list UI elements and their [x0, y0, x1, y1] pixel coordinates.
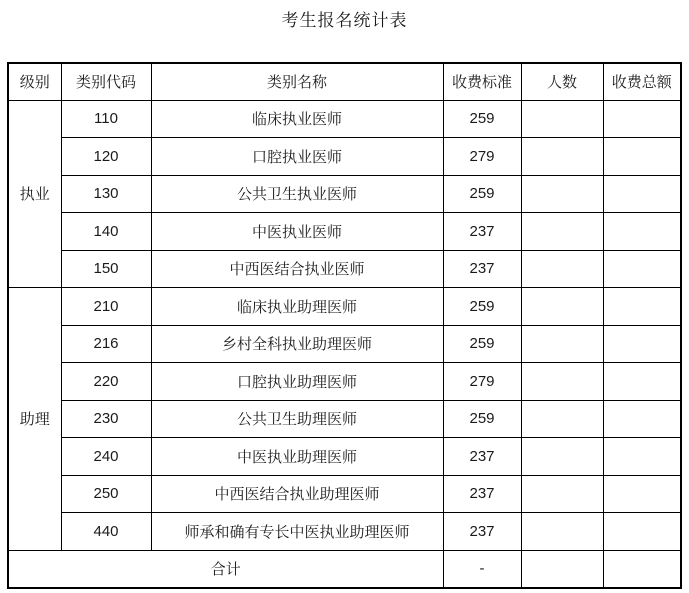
- count-cell: [521, 175, 603, 213]
- header-fee-standard: 收费标准: [443, 63, 521, 100]
- table-row: [8, 325, 681, 363]
- count-cell: [521, 400, 603, 438]
- name-cell: 公共卫生助理医师: [151, 400, 443, 438]
- table-row: [8, 400, 681, 438]
- name-cell: 临床执业助理医师: [151, 288, 443, 326]
- name-cell: 口腔执业医师: [151, 138, 443, 176]
- total-cell: [603, 325, 681, 363]
- table-row: [8, 213, 681, 251]
- total-sum-cell: [603, 550, 681, 588]
- code-cell: 110: [61, 100, 151, 138]
- total-label-cell: 合计: [8, 550, 443, 588]
- count-cell: [521, 288, 603, 326]
- code-cell: 120: [61, 138, 151, 176]
- name-cell: 中医执业助理医师: [151, 438, 443, 476]
- name-cell: 公共卫生执业医师: [151, 175, 443, 213]
- total-cell: [603, 138, 681, 176]
- total-cell: [603, 213, 681, 251]
- fee-cell: 259: [443, 175, 521, 213]
- fee-cell: 259: [443, 400, 521, 438]
- name-cell: 中医执业医师: [151, 213, 443, 251]
- table-row: [8, 363, 681, 401]
- code-cell: 216: [61, 325, 151, 363]
- count-cell: [521, 438, 603, 476]
- header-level: 级别: [8, 63, 61, 100]
- fee-cell: 259: [443, 325, 521, 363]
- name-cell: 师承和确有专长中医执业助理医师: [151, 513, 443, 551]
- total-cell: [603, 175, 681, 213]
- fee-cell: 279: [443, 138, 521, 176]
- code-cell: 250: [61, 475, 151, 513]
- count-cell: [521, 325, 603, 363]
- fee-cell: 259: [443, 100, 521, 138]
- code-cell: 130: [61, 175, 151, 213]
- total-cell: [603, 100, 681, 138]
- count-cell: [521, 475, 603, 513]
- table-row: [8, 100, 681, 138]
- count-cell: [521, 213, 603, 251]
- table-header-row: [8, 63, 681, 100]
- table-row: [8, 288, 681, 326]
- header-fee-total: 收费总额: [603, 63, 681, 100]
- count-cell: [521, 250, 603, 288]
- table-total-row: [8, 550, 681, 588]
- code-cell: 140: [61, 213, 151, 251]
- total-count-cell: [521, 550, 603, 588]
- total-cell: [603, 475, 681, 513]
- total-cell: [603, 250, 681, 288]
- fee-cell: 237: [443, 213, 521, 251]
- name-cell: 乡村全科执业助理医师: [151, 325, 443, 363]
- level-group-cell: 执业: [8, 100, 61, 288]
- count-cell: [521, 513, 603, 551]
- total-fee-cell: -: [443, 550, 521, 588]
- registration-stats-table: [7, 62, 682, 589]
- fee-cell: 237: [443, 475, 521, 513]
- name-cell: 中西医结合执业助理医师: [151, 475, 443, 513]
- level-group-cell: 助理: [8, 288, 61, 551]
- total-cell: [603, 400, 681, 438]
- code-cell: 210: [61, 288, 151, 326]
- total-cell: [603, 363, 681, 401]
- table-row: [8, 513, 681, 551]
- total-cell: [603, 438, 681, 476]
- header-category-code: 类别代码: [61, 63, 151, 100]
- total-cell: [603, 513, 681, 551]
- name-cell: 临床执业医师: [151, 100, 443, 138]
- code-cell: 220: [61, 363, 151, 401]
- page-title: 考生报名统计表: [281, 11, 408, 30]
- code-cell: 440: [61, 513, 151, 551]
- header-category-name: 类别名称: [151, 63, 443, 100]
- fee-cell: 259: [443, 288, 521, 326]
- header-headcount: 人数: [521, 63, 603, 100]
- count-cell: [521, 138, 603, 176]
- fee-cell: 237: [443, 438, 521, 476]
- code-cell: 240: [61, 438, 151, 476]
- total-cell: [603, 288, 681, 326]
- table-row: [8, 475, 681, 513]
- name-cell: 口腔执业助理医师: [151, 363, 443, 401]
- code-cell: 230: [61, 400, 151, 438]
- table-row: [8, 175, 681, 213]
- table-row: [8, 250, 681, 288]
- fee-cell: 237: [443, 513, 521, 551]
- table-row: [8, 438, 681, 476]
- name-cell: 中西医结合执业医师: [151, 250, 443, 288]
- fee-cell: 279: [443, 363, 521, 401]
- code-cell: 150: [61, 250, 151, 288]
- table-row: [8, 138, 681, 176]
- count-cell: [521, 100, 603, 138]
- fee-cell: 237: [443, 250, 521, 288]
- count-cell: [521, 363, 603, 401]
